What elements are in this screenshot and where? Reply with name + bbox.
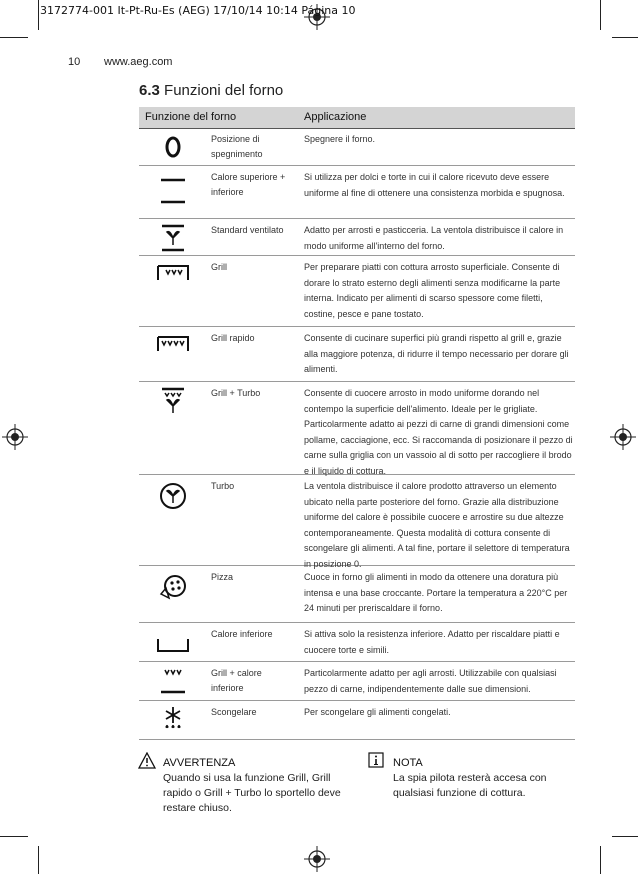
pizza-icon: [155, 572, 191, 602]
fan-cooking-icon: [155, 223, 191, 253]
function-name: Calore inferiore: [211, 629, 273, 639]
bottom-heat-icon: [155, 627, 191, 657]
section-number: 6.3: [139, 82, 160, 99]
function-description: Particolarmente adatto per agli arrosti. Utilizzabile con qualsiasi pezzo di carne, indipendentemente dalle sue dimensioni.: [304, 668, 557, 694]
registration-mark-icon: [610, 424, 636, 450]
fast-grill-icon: [155, 331, 191, 361]
crop-mark: [38, 846, 39, 874]
table-row: [139, 662, 575, 701]
function-description: La ventola distribuisce il calore prodotto attraverso un elemento ubicato nella parte posteriore del forno. Grazie alla distribuzione uniforme del calore è possibile cuocere e arrostire su due altezze contemporaneamente. Questa modalità di cottura consente di scongelare gli alimenti. A tal fine, portare il selettore di temperatura in posizione 0.: [304, 481, 570, 569]
function-name: Grill: [211, 262, 227, 272]
grill-turbo-icon: [155, 386, 191, 416]
header-application: Applicazione: [304, 111, 367, 123]
table-header: [139, 107, 575, 129]
registration-mark-icon: [304, 846, 330, 872]
section-title: [139, 82, 283, 99]
function-name: Grill + calore inferiore: [211, 668, 262, 693]
function-description: Consente di cuocere arrosto in modo uniforme dorando nel contempo la superficie dell'alimento. Ideale per le grigliate. Particolarmente adatto ai pezzi di carne di grandi dimensioni come pollame, cacciagione, ecc. Si raccomanda di posizionare il pezzo di carne sulla griglia con un vassoio al di sotto per raccogliere il brodo e il liquido di cottura.: [304, 388, 573, 476]
function-name: Calore superiore + inferiore: [211, 172, 286, 197]
note-text: La spia pilota resterà accesa con qualsiasi funzione di cottura.: [393, 772, 547, 799]
warning-triangle-icon: [138, 752, 156, 769]
crop-mark: [600, 846, 601, 874]
table-row: [139, 701, 575, 740]
warning-text: Quando si usa la funzione Grill, Grill rapido o Grill + Turbo lo sportello deve restare chiuso.: [163, 772, 341, 814]
table-row: [139, 128, 575, 166]
table-row: [139, 219, 575, 256]
crop-mark: [0, 37, 28, 38]
table-row: [139, 382, 575, 475]
header-function: Funzione del forno: [145, 111, 237, 123]
top-bottom-heat-icon: [155, 176, 191, 206]
function-description: Si utilizza per dolci e torte in cui il calore ricevuto deve essere uniforme al fine di ottenere una consistenza morbida e spugnosa.: [304, 172, 565, 198]
crop-mark: [600, 0, 601, 30]
print-header: 3172774-001 It-Pt-Ru-Es (AEG) 17/10/14 10:14 Página 10: [40, 4, 356, 17]
table-row: [139, 256, 575, 327]
section-title-text: Funzioni del forno: [164, 82, 284, 99]
function-description: Per scongelare gli alimenti congelati.: [304, 707, 451, 717]
grill-bottom-heat-icon: [155, 666, 191, 696]
page-number: 10: [68, 56, 81, 68]
table-row: [139, 327, 575, 382]
zero-icon: [155, 132, 191, 162]
function-description: Adatto per arrosti e pasticceria. La ventola distribuisce il calore in modo uniforme all'interno del forno.: [304, 225, 564, 251]
function-name: Pizza: [211, 572, 234, 582]
turbo-icon: [155, 481, 191, 511]
defrost-icon: [155, 705, 191, 735]
table-row: [139, 623, 575, 662]
function-description: Per preparare piatti con cottura arrosto superficiale. Consente di dorare lo strato esterno degli alimenti senza modificarne la parte interna. Indicato per alimenti di scarso spessore come filetti, costine, pesce e pane tostato.: [304, 262, 561, 319]
function-name: Grill + Turbo: [211, 388, 261, 398]
warning-title: AVVERTENZA: [163, 757, 236, 769]
function-description: Si attiva solo la resistenza inferiore. Adatto per riscaldare piatti e cuocere torte e simili.: [304, 629, 560, 655]
website: www.aeg.com: [104, 56, 173, 68]
function-description: Spegnere il forno.: [304, 134, 376, 144]
grill-icon: [155, 260, 191, 290]
note-title: NOTA: [393, 757, 423, 769]
crop-mark: [612, 836, 638, 837]
info-icon: [368, 752, 384, 768]
function-name: Scongelare: [211, 707, 257, 717]
registration-mark-icon: [2, 424, 28, 450]
function-name: Turbo: [211, 481, 235, 491]
function-description: Cuoce in forno gli alimenti in modo da ottenere una doratura più intensa e una base croccante. Portare la temperatura a 220°C per 24 minuti per preriscaldare il forno.: [304, 572, 568, 613]
crop-mark: [38, 0, 39, 30]
table-row: [139, 566, 575, 623]
crop-mark: [612, 37, 638, 38]
function-name: Standard ventilato: [211, 225, 284, 235]
function-description: Consente di cucinare superfici più grandi rispetto al grill e, grazie alla maggiore potenza, di ridurre il tempo necessario per dorare gli alimenti.: [304, 333, 569, 374]
function-name: Grill rapido: [211, 333, 255, 343]
function-name: Posizione di spegnimento: [211, 134, 263, 159]
crop-mark: [0, 836, 28, 837]
table-row: [139, 475, 575, 569]
table-row: [139, 166, 575, 219]
